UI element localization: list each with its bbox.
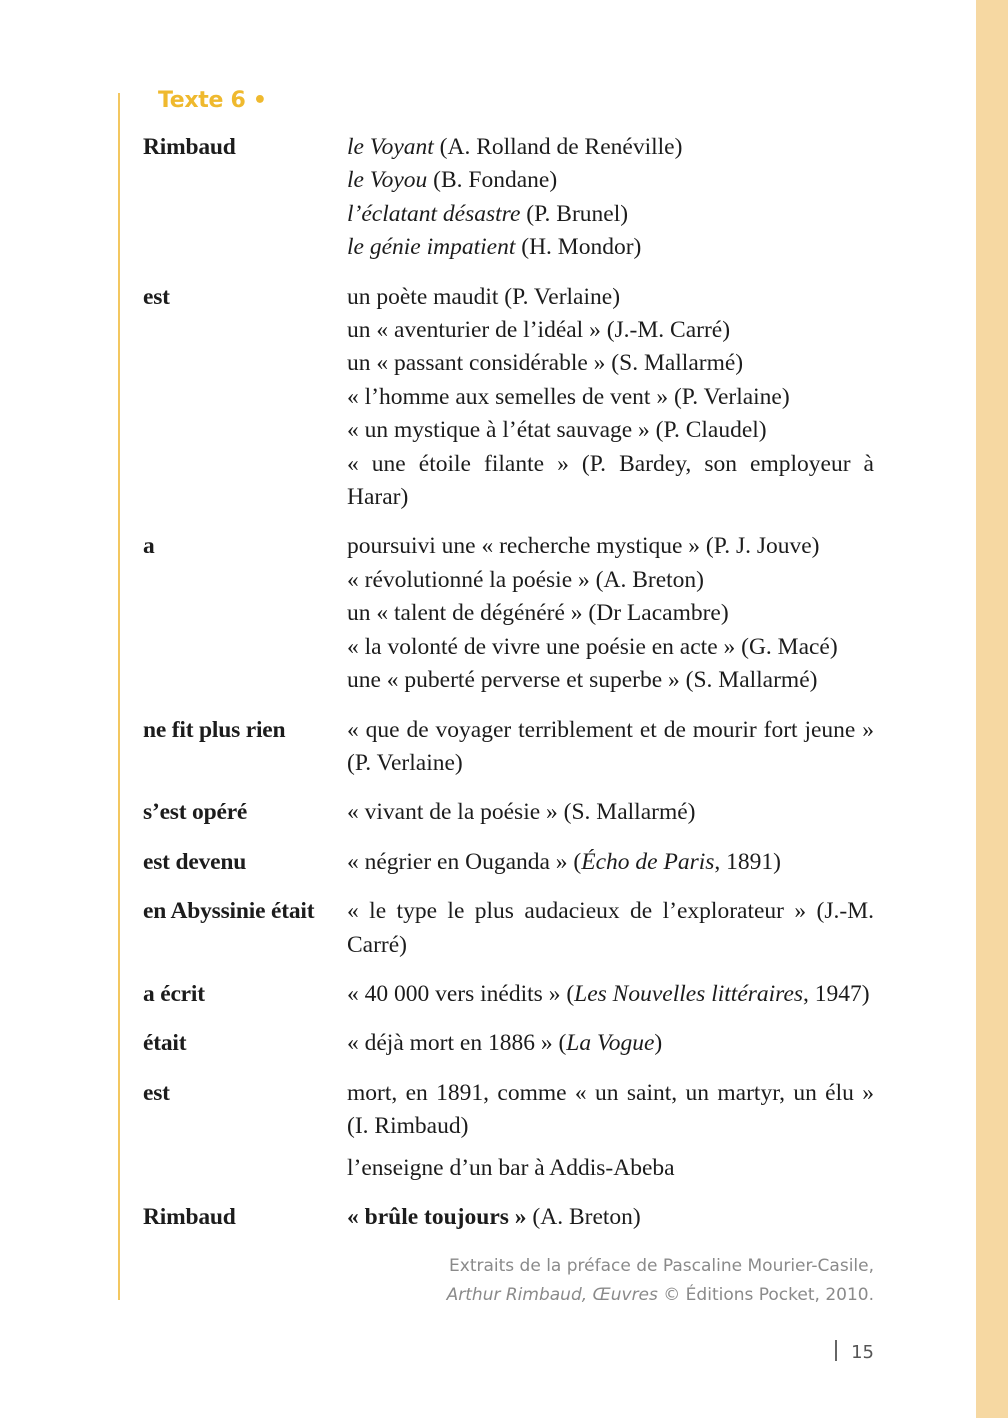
predicate-line	[347, 131, 874, 164]
predicate-line	[347, 978, 874, 1011]
predicate-line	[347, 448, 874, 515]
text-segment: mort, en 1891, comme « un saint, un martyr, un élu » (I. Rimbaud)	[347, 1079, 874, 1140]
row-predicates	[347, 530, 874, 697]
predicate-line	[347, 347, 874, 380]
text-segment: « un mystique à l’état sauvage » (P. Claudel)	[347, 417, 767, 444]
page-number-separator	[835, 1340, 837, 1361]
predicate-line	[347, 1201, 874, 1234]
quote-row	[143, 281, 874, 515]
predicate-line	[347, 198, 874, 231]
text-segment: , 1891)	[714, 848, 781, 875]
quote-row	[143, 1027, 874, 1060]
row-subject: en Abyssinie était	[143, 898, 315, 925]
italic-segment: La Vogue	[566, 1030, 655, 1057]
predicate-line	[347, 564, 874, 597]
text-segment: (P. Brunel)	[520, 200, 629, 227]
predicate-line	[347, 631, 874, 664]
row-subject: est	[143, 1079, 170, 1106]
predicate-line	[347, 314, 874, 347]
text-segment: (A. Breton)	[526, 1203, 641, 1230]
text-segment: un « talent de dégénéré » (Dr Lacambre)	[347, 600, 729, 627]
section-heading: Texte 6 •	[158, 88, 267, 113]
italic-segment: le Voyou	[347, 167, 428, 194]
row-subject: est	[143, 283, 170, 310]
caption-publisher: © Éditions Pocket, 2010.	[657, 1285, 874, 1305]
text-segment: un « aventurier de l’idéal » (J.-M. Carré)	[347, 317, 731, 344]
quote-row	[143, 895, 874, 962]
caption-line-1: Extraits de la préface de Pascaline Mourier-Casile,	[449, 1256, 874, 1276]
row-predicates	[347, 978, 874, 1011]
predicate-line	[347, 796, 874, 829]
text-segment: (H. Mondor)	[515, 234, 642, 261]
bold-segment: « brûle toujours »	[347, 1203, 527, 1230]
predicate-line	[347, 231, 874, 264]
row-predicates	[347, 131, 874, 265]
text-segment: « la volonté de vivre une poésie en acte » (G. Macé)	[347, 633, 838, 660]
text-segment: « vivant de la poésie » (S. Mallarmé)	[347, 799, 696, 826]
text-segment: « une étoile filante » (P. Bardey, son employeur à Harar)	[347, 450, 874, 511]
quote-table	[143, 131, 874, 1234]
quote-row	[143, 846, 874, 879]
row-predicates	[347, 1201, 874, 1234]
predicate-line	[347, 414, 874, 447]
row-predicates	[347, 796, 874, 829]
page-number: 15	[851, 1342, 874, 1363]
row-predicates	[347, 846, 874, 879]
row-subject: était	[143, 1030, 187, 1057]
text-segment: (B. Fondane)	[427, 167, 558, 194]
row-predicates	[347, 1027, 874, 1060]
text-segment: (A. Rolland de Renéville)	[433, 134, 683, 160]
row-predicates	[347, 281, 874, 515]
predicate-line	[347, 1152, 874, 1185]
italic-segment: Les Nouvelles littéraires	[574, 980, 804, 1007]
text-segment: un poète maudit (P. Verlaine)	[347, 283, 621, 310]
predicate-line	[347, 714, 874, 781]
row-subject: a	[143, 533, 155, 560]
italic-segment: Écho de Paris	[581, 848, 715, 875]
source-caption	[447, 1252, 874, 1310]
text-segment: un « passant considérable » (S. Mallarmé)	[347, 350, 744, 377]
caption-work-title: Arthur Rimbaud, Œuvres	[446, 1285, 658, 1305]
predicate-line	[347, 381, 874, 414]
row-subject: s’est opéré	[143, 799, 248, 826]
row-subject: ne fit plus rien	[143, 716, 286, 743]
italic-segment: l’éclatant désastre	[347, 200, 521, 227]
predicate-line	[347, 846, 874, 879]
predicate-line	[347, 664, 874, 697]
text-segment: « le type le plus audacieux de l’explorateur » (J.-M. Carré)	[347, 898, 874, 958]
predicate-line	[347, 530, 874, 563]
page-number-block	[835, 1340, 874, 1363]
predicate-line	[347, 1027, 874, 1060]
row-subject: est devenu	[143, 848, 247, 875]
row-predicates	[347, 714, 874, 781]
text-segment: « déjà mort en 1886 » (	[347, 1030, 567, 1057]
margin-rule	[118, 93, 120, 1300]
text-segment: l’enseigne d’un bar à Addis-Abeba	[347, 1154, 675, 1181]
text-segment: « que de voyager terriblement et de mourir fort jeune » (P. Verlaine)	[347, 716, 874, 776]
predicate-line	[347, 281, 874, 314]
predicate-line	[347, 895, 874, 962]
quote-row	[143, 796, 874, 829]
row-subject: a écrit	[143, 980, 205, 1007]
text-segment: une « puberté perverse et superbe » (S. Mallarmé)	[347, 667, 818, 694]
text-segment: « l’homme aux semelles de vent » (P. Verlaine)	[347, 383, 790, 410]
text-segment: )	[654, 1030, 663, 1057]
text-segment: , 1947)	[803, 980, 870, 1007]
page-edge-band	[976, 0, 1008, 1418]
text-segment: « négrier en Ouganda » (	[347, 848, 582, 875]
row-predicates	[347, 1077, 874, 1185]
quote-row	[143, 131, 874, 265]
caption-line-2	[447, 1281, 874, 1310]
text-segment: « révolutionné la poésie » (A. Breton)	[347, 566, 704, 593]
italic-segment: le génie impatient	[347, 234, 516, 261]
quote-row	[143, 1077, 874, 1185]
predicate-line	[347, 164, 874, 197]
quote-row	[143, 1201, 874, 1234]
quote-row	[143, 978, 874, 1011]
row-predicates	[347, 895, 874, 962]
text-segment: « 40 000 vers inédits » (	[347, 980, 575, 1007]
quote-row	[143, 530, 874, 697]
quote-row	[143, 714, 874, 781]
row-subject: Rimbaud	[143, 1203, 236, 1230]
italic-segment: le Voyant	[347, 134, 434, 160]
row-subject: Rimbaud	[143, 134, 236, 160]
predicate-line	[347, 1077, 874, 1144]
text-segment: poursuivi une « recherche mystique » (P. J. Jouve)	[347, 533, 820, 560]
predicate-line	[347, 597, 874, 630]
